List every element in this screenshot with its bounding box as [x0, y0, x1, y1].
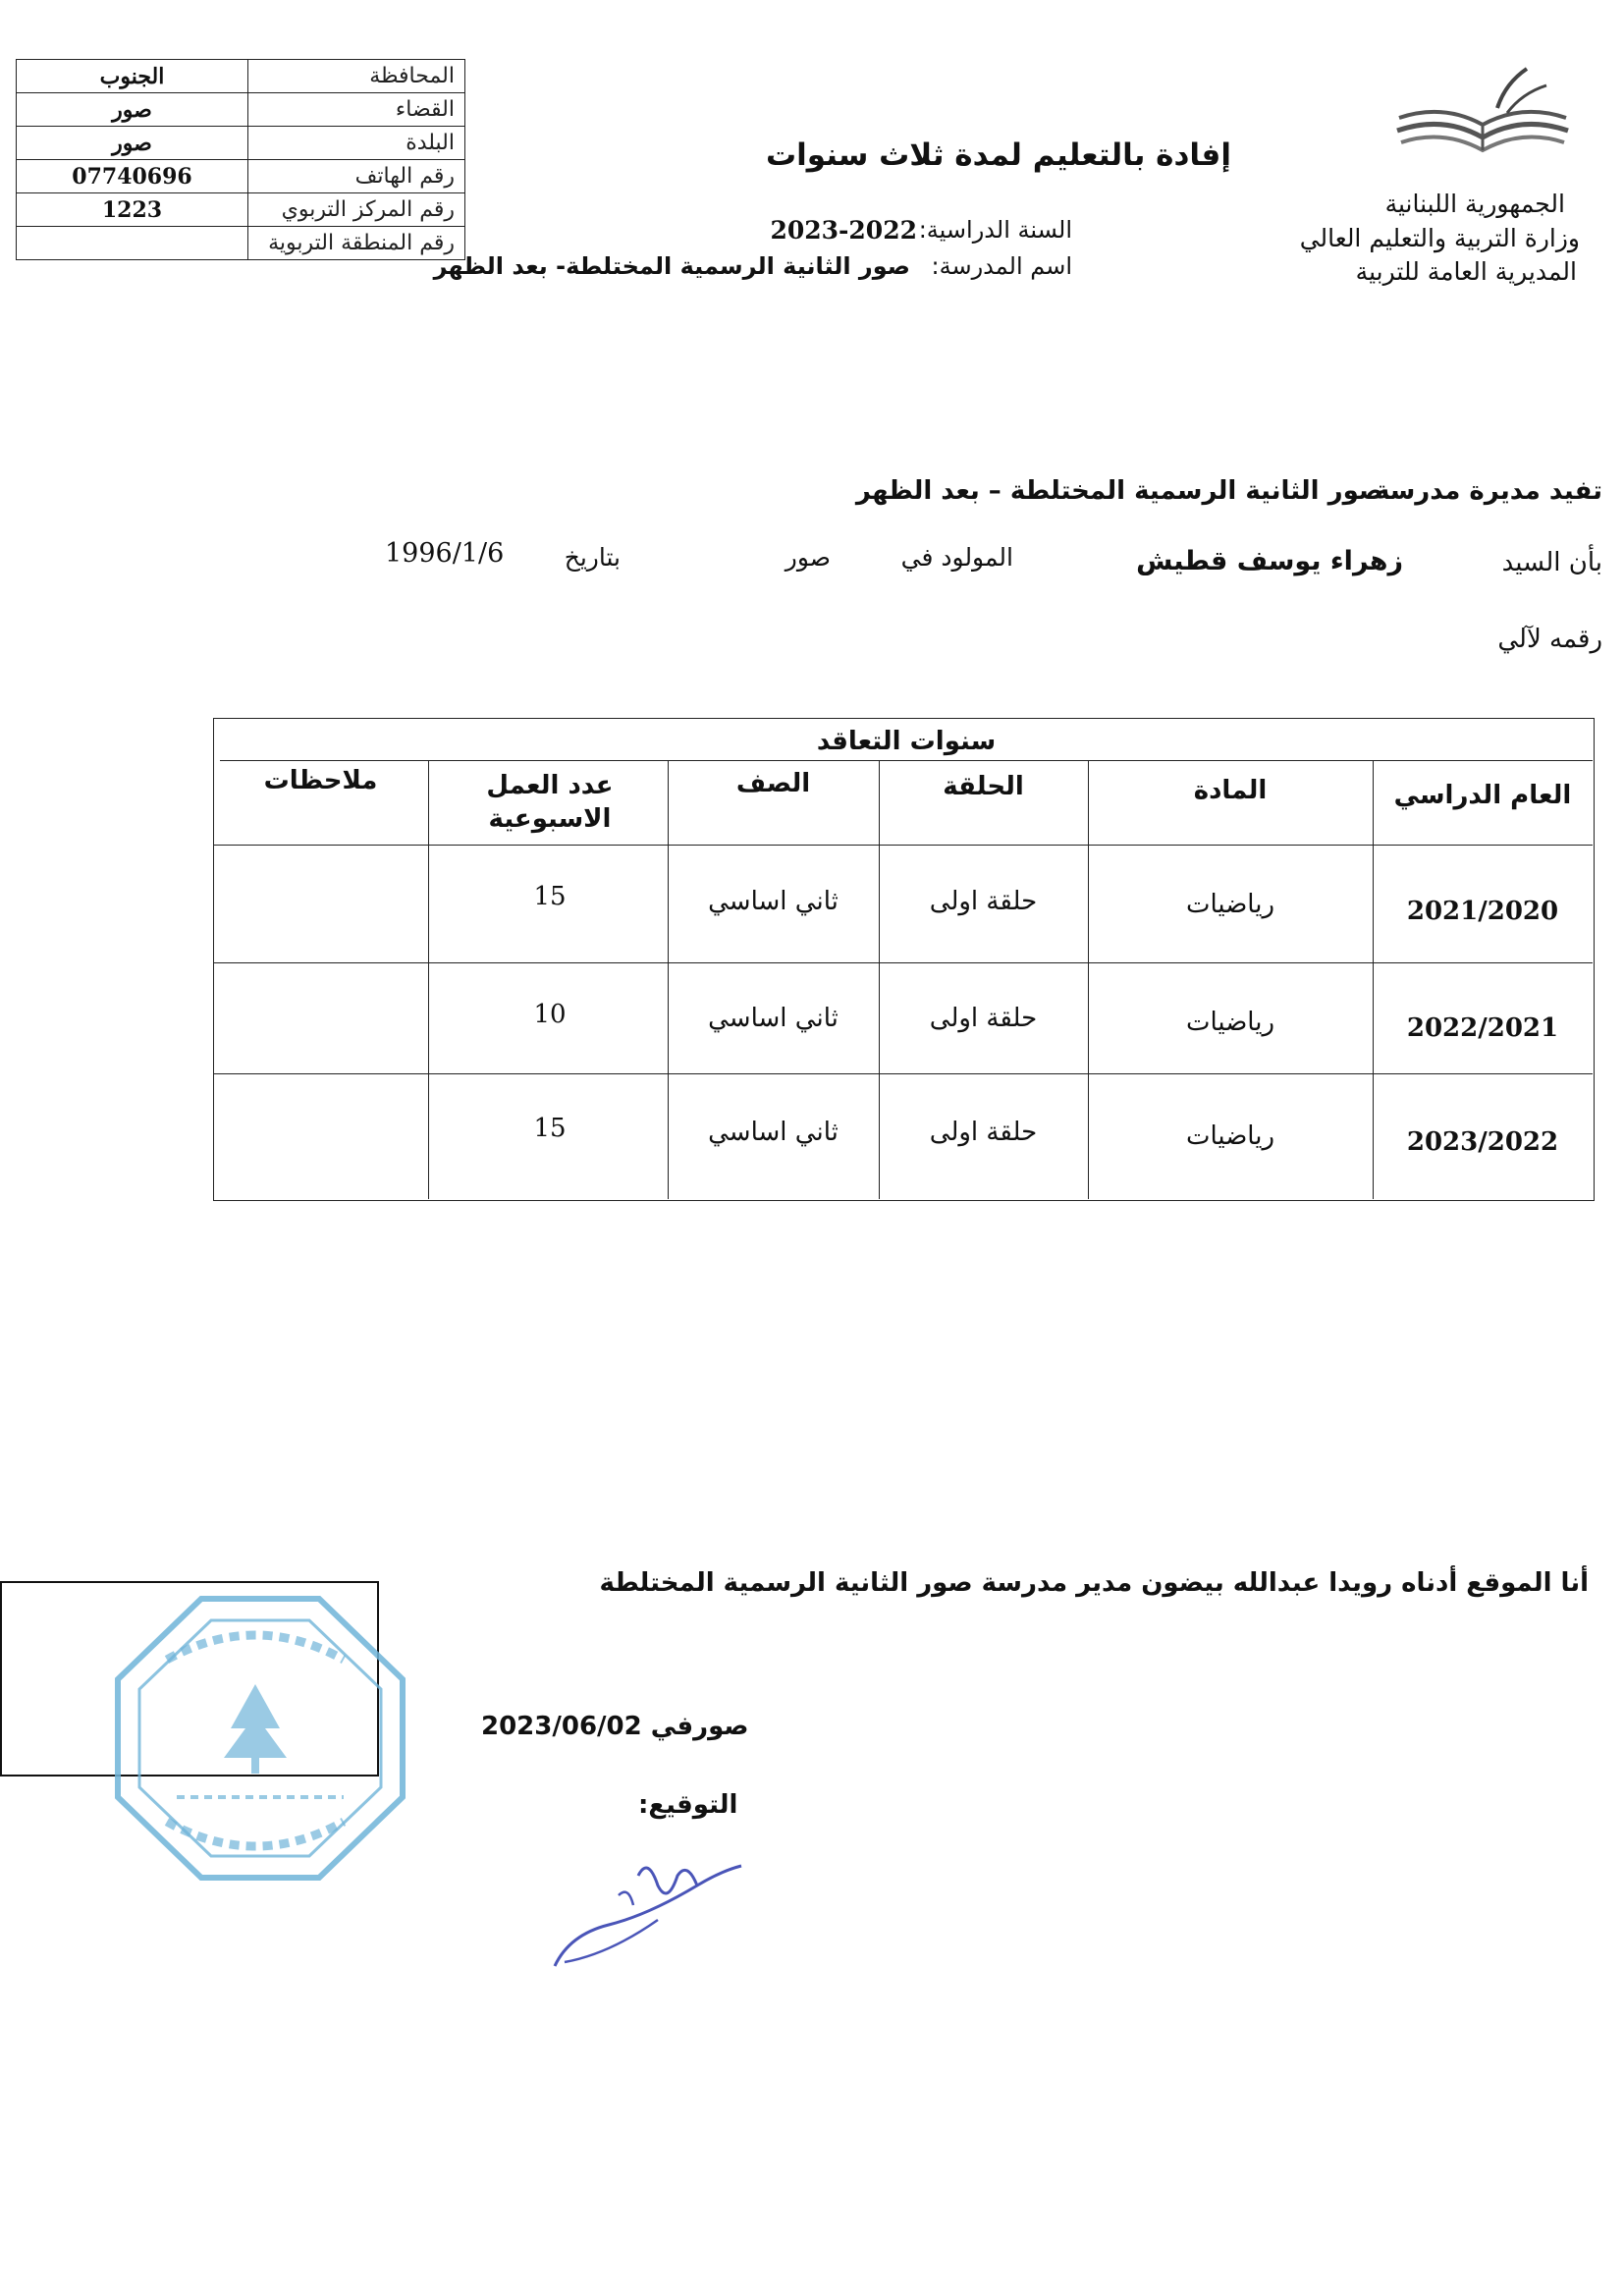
row-cycle: حلقة اولى: [929, 1118, 1038, 1147]
id-label: رقمه لآلي: [1497, 625, 1602, 654]
info-label: المحافظة: [248, 60, 465, 93]
row-hours: 15: [533, 1114, 567, 1143]
info-label: القضاء: [248, 93, 465, 127]
table-divider: [213, 962, 1593, 963]
info-value: 07740696: [17, 160, 248, 193]
row-cycle: حلقة اولى: [929, 1004, 1038, 1033]
year-label: السنة الدراسية:: [918, 216, 1072, 244]
info-table: [16, 59, 465, 260]
row-grade: ثاني اساسي: [708, 1118, 839, 1147]
row-grade: ثاني اساسي: [708, 887, 839, 916]
row-year: 2021/2020: [1406, 897, 1559, 926]
info-value: الجنوب: [17, 60, 248, 93]
certifies-prefix: تفيد مديرة مدرسة: [1374, 476, 1602, 506]
table-row: [17, 93, 465, 127]
header-weekly-hours: عدد العمل الاسبوعية: [486, 771, 614, 834]
handwritten-signature-icon: [550, 1846, 746, 1974]
school-value: صور الثانية الرسمية المختلطة- بعد الظهر: [433, 252, 910, 280]
header-grade: الصف: [735, 769, 811, 798]
info-value: صور: [17, 93, 248, 127]
info-value: 1223: [17, 193, 248, 227]
row-cycle: حلقة اولى: [929, 887, 1038, 916]
row-subject: رياضيات: [1185, 1121, 1275, 1151]
header-year: العام الدراسي: [1393, 781, 1572, 810]
info-label: رقم الهاتف: [248, 160, 465, 193]
official-stamp-icon: [108, 1591, 412, 1886]
signature-label: التوقيع:: [638, 1790, 738, 1820]
header-notes: ملاحظات: [263, 766, 378, 795]
closing-statement: أنا الموقع أدناه رويدا عبدالله بيضون مدير مدرسة صور الثانية الرسمية المختلطة: [599, 1568, 1589, 1598]
table-row: [17, 193, 465, 227]
book-logo-icon: [1389, 64, 1576, 182]
republic-label: الجمهورية اللبنانية: [1384, 190, 1565, 218]
info-label: رقم المنطقة التربوية: [248, 227, 465, 260]
person-name: زهراء يوسف قطيش: [1136, 546, 1403, 576]
table-row: [17, 227, 465, 260]
row-hours: 15: [533, 882, 567, 911]
born-place: صور: [785, 543, 831, 572]
place-date: صورفي 2023/06/02: [481, 1712, 749, 1741]
row-subject: رياضيات: [1185, 1008, 1275, 1037]
header-cycle: الحلقة: [943, 772, 1024, 801]
ministry-label: وزارة التربية والتعليم العالي: [1299, 224, 1580, 252]
year-value: 2023-2022: [770, 216, 917, 245]
row-grade: ثاني اساسي: [708, 1004, 839, 1033]
table-row: [17, 60, 465, 93]
date-label: بتاريخ: [564, 543, 621, 572]
birth-date: 1996/1/6: [385, 538, 505, 569]
row-year: 2022/2021: [1406, 1013, 1559, 1043]
info-label: البلدة: [248, 127, 465, 160]
table-divider: [428, 761, 429, 1199]
table-divider: [213, 845, 1593, 846]
contract-table-title: سنوات التعاقد: [220, 723, 1593, 761]
school-label: اسم المدرسة:: [931, 252, 1072, 280]
info-value: [17, 227, 248, 260]
directorate-label: المديرية العامة للتربية: [1355, 257, 1577, 286]
table-divider: [213, 1073, 1593, 1074]
document-title: إفادة بالتعليم لمدة ثلاث سنوات: [766, 137, 1231, 173]
table-row: [17, 160, 465, 193]
born-label: المولود في: [900, 543, 1013, 572]
header-subject: المادة: [1193, 776, 1268, 805]
info-label: رقم المركز التربوي: [248, 193, 465, 227]
row-hours: 10: [533, 1000, 567, 1029]
table-row: [17, 127, 465, 160]
info-value: صور: [17, 127, 248, 160]
certifies-school: صور الثانية الرسمية المختلطة – بعد الظهر: [855, 476, 1383, 506]
row-year: 2023/2022: [1406, 1127, 1559, 1157]
row-subject: رياضيات: [1185, 890, 1275, 919]
person-prefix: بأن السيد: [1501, 548, 1602, 577]
